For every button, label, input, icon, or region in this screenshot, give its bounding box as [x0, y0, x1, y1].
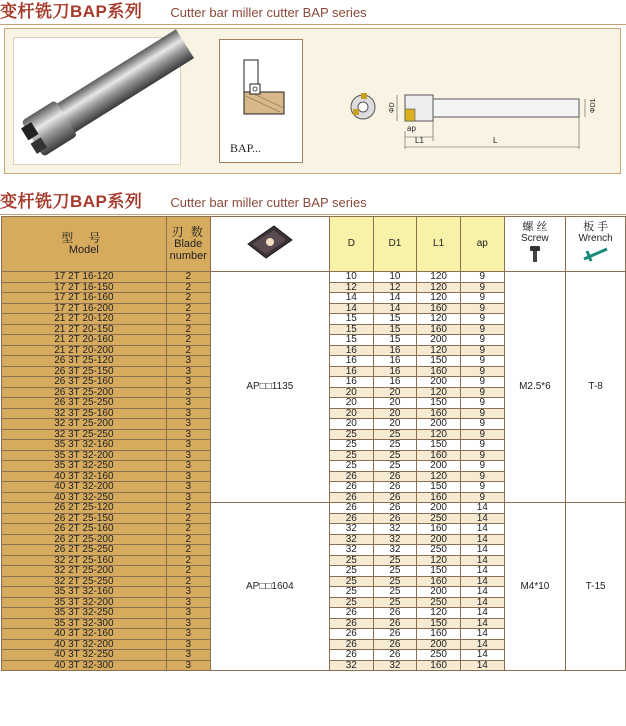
cell-model: 26 2T 25-160	[2, 524, 167, 535]
cell-model: 21 2T 20-150	[2, 324, 167, 335]
cell-ap: 14	[460, 618, 504, 629]
cell-D1: 32	[373, 545, 417, 556]
cell-D1: 26	[373, 492, 417, 503]
cell-blade-number: 3	[166, 377, 210, 388]
cell-ap: 14	[460, 608, 504, 619]
cell-model: 17 2T 16-120	[2, 272, 167, 283]
cutter-photo	[13, 37, 181, 165]
cell-D: 32	[330, 524, 374, 535]
cell-ap: 14	[460, 513, 504, 524]
cell-L1: 160	[417, 660, 461, 671]
cell-D1: 26	[373, 482, 417, 493]
cell-D: 25	[330, 555, 374, 566]
cell-ap: 9	[460, 440, 504, 451]
cell-L1: 160	[417, 524, 461, 535]
cell-ap: 9	[460, 335, 504, 346]
cell-blade-number: 2	[166, 524, 210, 535]
cell-D1: 32	[373, 660, 417, 671]
cell-D1: 26	[373, 618, 417, 629]
header-blade: 刃 数 Blade number	[166, 217, 210, 272]
cell-D1: 26	[373, 471, 417, 482]
cell-D: 16	[330, 377, 374, 388]
cell-blade-number: 2	[166, 503, 210, 514]
cell-D: 32	[330, 660, 374, 671]
cell-blade-number: 3	[166, 356, 210, 367]
cell-D1: 25	[373, 461, 417, 472]
cell-model: 26 3T 25-150	[2, 366, 167, 377]
cell-L1: 150	[417, 618, 461, 629]
cell-blade-number: 3	[166, 461, 210, 472]
cell-D: 26	[330, 471, 374, 482]
cell-L1: 120	[417, 471, 461, 482]
cell-blade-number: 3	[166, 597, 210, 608]
cell-D1: 26	[373, 629, 417, 640]
cell-blade-number: 3	[166, 387, 210, 398]
cutter-bar-icon	[14, 38, 180, 164]
cell-L1: 200	[417, 461, 461, 472]
cell-ap: 14	[460, 639, 504, 650]
cell-ap: 9	[460, 419, 504, 430]
cell-D1: 25	[373, 450, 417, 461]
section-title-table	[0, 190, 626, 212]
cell-model: 26 2T 25-120	[2, 503, 167, 514]
cell-L1: 200	[417, 639, 461, 650]
cell-blade-number: 3	[166, 639, 210, 650]
cell-L1: 160	[417, 408, 461, 419]
cell-D: 25	[330, 597, 374, 608]
tool-drawing-icon	[345, 79, 595, 159]
title-cn: 变杆铣刀BAP系列	[0, 2, 143, 21]
cell-D: 26	[330, 513, 374, 524]
cell-blade-number: 2	[166, 534, 210, 545]
cell-ap: 9	[460, 282, 504, 293]
cell-D1: 15	[373, 314, 417, 325]
cell-blade-number: 2	[166, 513, 210, 524]
cell-D: 25	[330, 566, 374, 577]
cell-screw: M2.5*6	[504, 272, 566, 503]
cell-D1: 20	[373, 408, 417, 419]
cell-D: 15	[330, 335, 374, 346]
cell-D1: 26	[373, 608, 417, 619]
screw-icon	[528, 245, 542, 263]
cell-D1: 15	[373, 335, 417, 346]
label-D1: ΦD1	[590, 98, 597, 113]
cell-blade-number: 3	[166, 587, 210, 598]
cell-model: 17 2T 16-160	[2, 293, 167, 304]
cell-model: 26 2T 25-250	[2, 545, 167, 556]
cell-D: 15	[330, 314, 374, 325]
section-title-top	[0, 0, 626, 22]
cell-ap: 14	[460, 503, 504, 514]
cell-blade-number: 3	[166, 450, 210, 461]
cell-L1: 160	[417, 450, 461, 461]
cell-D1: 16	[373, 356, 417, 367]
cell-ap: 9	[460, 303, 504, 314]
cell-model: 35 3T 32-250	[2, 608, 167, 619]
cell-model: 40 3T 32-160	[2, 471, 167, 482]
cell-L1: 200	[417, 335, 461, 346]
cell-model: 26 3T 25-200	[2, 387, 167, 398]
cell-model: 35 3T 32-160	[2, 587, 167, 598]
cell-D1: 26	[373, 639, 417, 650]
cell-D: 26	[330, 492, 374, 503]
cell-D: 20	[330, 419, 374, 430]
cell-ap: 14	[460, 524, 504, 535]
title-rule	[0, 24, 626, 25]
cell-model: 32 3T 25-160	[2, 408, 167, 419]
cell-ap: 9	[460, 429, 504, 440]
cell-L1: 120	[417, 555, 461, 566]
cell-model: 35 3T 32-160	[2, 440, 167, 451]
cell-screw: M4*10	[504, 503, 566, 671]
cell-model: 26 3T 25-120	[2, 356, 167, 367]
cell-ap: 9	[460, 482, 504, 493]
cell-D: 14	[330, 303, 374, 314]
header-D1: D1	[373, 217, 417, 272]
cell-D1: 20	[373, 398, 417, 409]
cell-model: 40 3T 32-250	[2, 492, 167, 503]
cell-model: 35 3T 32-300	[2, 618, 167, 629]
cell-model: 40 3T 32-200	[2, 482, 167, 493]
cell-ap: 14	[460, 545, 504, 556]
insert-diagram-icon	[220, 40, 302, 140]
cell-D1: 14	[373, 303, 417, 314]
cell-blade-number: 2	[166, 303, 210, 314]
cell-ap: 14	[460, 555, 504, 566]
cell-D: 26	[330, 629, 374, 640]
cell-model: 21 2T 20-160	[2, 335, 167, 346]
cell-L1: 160	[417, 324, 461, 335]
cell-D1: 16	[373, 377, 417, 388]
cell-model: 26 2T 25-150	[2, 513, 167, 524]
cell-model: 17 2T 16-200	[2, 303, 167, 314]
cell-D1: 14	[373, 293, 417, 304]
cell-model: 32 3T 25-200	[2, 419, 167, 430]
cell-ap: 9	[460, 377, 504, 388]
cell-blade-number: 2	[166, 314, 210, 325]
cell-D1: 25	[373, 566, 417, 577]
cell-L1: 250	[417, 650, 461, 661]
cell-model: 35 3T 32-250	[2, 461, 167, 472]
cell-model: 21 2T 20-120	[2, 314, 167, 325]
cell-D: 25	[330, 576, 374, 587]
cell-ap: 14	[460, 660, 504, 671]
cell-D: 25	[330, 440, 374, 451]
cell-D1: 32	[373, 524, 417, 535]
title2-rule	[0, 214, 626, 215]
cell-blade-number: 2	[166, 293, 210, 304]
cell-L1: 150	[417, 482, 461, 493]
cell-wrench: T-8	[566, 272, 626, 503]
title2-en: Cutter bar miller cutter BAP series	[170, 195, 367, 210]
cell-blade-number: 2	[166, 282, 210, 293]
cell-ap: 9	[460, 345, 504, 356]
wrench-icon	[581, 245, 611, 263]
cell-blade-number: 3	[166, 440, 210, 451]
cell-blade-number: 2	[166, 272, 210, 283]
cell-ap: 14	[460, 566, 504, 577]
cell-model: 26 3T 25-250	[2, 398, 167, 409]
insert-diagram	[219, 39, 303, 163]
product-image-panel	[4, 28, 621, 174]
cell-D: 26	[330, 608, 374, 619]
cell-blade-number: 2	[166, 345, 210, 356]
cell-D: 26	[330, 639, 374, 650]
cell-ap: 9	[460, 356, 504, 367]
cell-D: 16	[330, 366, 374, 377]
cell-ap: 9	[460, 293, 504, 304]
cell-D: 25	[330, 450, 374, 461]
cell-ap: 9	[460, 471, 504, 482]
cell-D1: 25	[373, 587, 417, 598]
header-D: D	[330, 217, 374, 272]
cell-ap: 9	[460, 366, 504, 377]
cell-L1: 120	[417, 429, 461, 440]
cell-wrench: T-15	[566, 503, 626, 671]
cell-L1: 150	[417, 440, 461, 451]
cell-insert: AP□□1604	[210, 503, 329, 671]
cell-blade-number: 3	[166, 419, 210, 430]
cell-blade-number: 3	[166, 408, 210, 419]
cell-ap: 9	[460, 314, 504, 325]
cell-blade-number: 2	[166, 566, 210, 577]
cell-ap: 14	[460, 576, 504, 587]
cell-D1: 26	[373, 513, 417, 524]
cell-L1: 120	[417, 345, 461, 356]
insert-icon	[240, 222, 300, 262]
cell-L1: 120	[417, 282, 461, 293]
cell-D: 12	[330, 282, 374, 293]
cell-L1: 200	[417, 587, 461, 598]
cell-ap: 9	[460, 398, 504, 409]
cell-L1: 250	[417, 513, 461, 524]
cell-model: 40 3T 32-250	[2, 650, 167, 661]
cell-ap: 14	[460, 587, 504, 598]
cell-blade-number: 3	[166, 366, 210, 377]
cell-ap: 9	[460, 461, 504, 472]
cell-D: 32	[330, 545, 374, 556]
cell-ap: 9	[460, 324, 504, 335]
cell-blade-number: 2	[166, 555, 210, 566]
title2-cn: 变杆铣刀BAP系列	[0, 192, 143, 211]
cell-blade-number: 2	[166, 576, 210, 587]
cell-D1: 16	[373, 345, 417, 356]
cell-L1: 160	[417, 492, 461, 503]
cell-D: 25	[330, 461, 374, 472]
header-model: 型 号 Model	[2, 217, 167, 272]
cell-D1: 20	[373, 387, 417, 398]
cell-D: 25	[330, 429, 374, 440]
cell-L1: 120	[417, 387, 461, 398]
header-insert	[210, 217, 329, 272]
cell-model: 40 3T 32-160	[2, 629, 167, 640]
cell-ap: 9	[460, 408, 504, 419]
cell-D1: 25	[373, 555, 417, 566]
header-L1: L1	[417, 217, 461, 272]
cell-model: 32 3T 25-250	[2, 429, 167, 440]
cell-L1: 120	[417, 293, 461, 304]
cell-ap: 14	[460, 597, 504, 608]
cell-D: 26	[330, 503, 374, 514]
cell-L1: 160	[417, 576, 461, 587]
cell-ap: 14	[460, 650, 504, 661]
cell-L1: 150	[417, 398, 461, 409]
cell-blade-number: 3	[166, 429, 210, 440]
cell-D: 10	[330, 272, 374, 283]
cell-ap: 14	[460, 534, 504, 545]
cell-blade-number: 3	[166, 482, 210, 493]
cell-blade-number: 2	[166, 335, 210, 346]
cell-model: 32 2T 25-250	[2, 576, 167, 587]
cell-L1: 160	[417, 303, 461, 314]
cell-L1: 160	[417, 629, 461, 640]
label-L: L	[493, 136, 498, 145]
cell-ap: 9	[460, 387, 504, 398]
cell-blade-number: 3	[166, 629, 210, 640]
cell-model: 35 3T 32-200	[2, 450, 167, 461]
cell-blade-number: 3	[166, 608, 210, 619]
table-row	[2, 272, 626, 283]
cell-D1: 25	[373, 576, 417, 587]
header-wrench: 板 手 Wrench	[566, 217, 626, 272]
cell-L1: 150	[417, 356, 461, 367]
cell-blade-number: 3	[166, 471, 210, 482]
cell-blade-number: 3	[166, 650, 210, 661]
label-D: ΦD	[389, 102, 396, 113]
cell-L1: 200	[417, 419, 461, 430]
cell-D: 26	[330, 650, 374, 661]
dimension-drawing	[345, 79, 595, 159]
cell-D: 14	[330, 293, 374, 304]
cell-L1: 200	[417, 534, 461, 545]
cell-model: 40 3T 32-200	[2, 639, 167, 650]
spec-table	[1, 216, 626, 671]
diagram-label: BAP...	[230, 141, 262, 155]
cell-L1: 120	[417, 608, 461, 619]
cell-D: 26	[330, 618, 374, 629]
cell-L1: 120	[417, 314, 461, 325]
cell-blade-number: 3	[166, 618, 210, 629]
cell-model: 32 2T 25-200	[2, 566, 167, 577]
cell-blade-number: 3	[166, 660, 210, 671]
cell-insert: AP□□1135	[210, 272, 329, 503]
cell-blade-number: 2	[166, 324, 210, 335]
cell-L1: 160	[417, 366, 461, 377]
cell-D: 20	[330, 408, 374, 419]
header-row	[2, 217, 626, 272]
cell-L1: 200	[417, 503, 461, 514]
cell-D1: 12	[373, 282, 417, 293]
cell-D: 16	[330, 345, 374, 356]
cell-blade-number: 3	[166, 492, 210, 503]
cell-D1: 20	[373, 419, 417, 430]
cell-ap: 9	[460, 450, 504, 461]
cell-L1: 250	[417, 545, 461, 556]
cell-D1: 25	[373, 429, 417, 440]
cell-L1: 120	[417, 272, 461, 283]
cell-model: 32 2T 25-160	[2, 555, 167, 566]
cell-D1: 16	[373, 366, 417, 377]
cell-D1: 25	[373, 597, 417, 608]
cell-model: 26 3T 25-160	[2, 377, 167, 388]
cell-model: 26 2T 25-200	[2, 534, 167, 545]
cell-L1: 200	[417, 377, 461, 388]
cell-L1: 150	[417, 566, 461, 577]
cell-D1: 25	[373, 440, 417, 451]
cell-D: 20	[330, 398, 374, 409]
cell-D: 26	[330, 482, 374, 493]
cell-D: 25	[330, 587, 374, 598]
cell-D: 20	[330, 387, 374, 398]
cell-ap: 9	[460, 272, 504, 283]
cell-model: 35 3T 32-200	[2, 597, 167, 608]
cell-ap: 9	[460, 492, 504, 503]
label-ap: ap	[407, 124, 416, 133]
cell-ap: 14	[460, 629, 504, 640]
cell-D1: 15	[373, 324, 417, 335]
cell-D1: 10	[373, 272, 417, 283]
table-row	[2, 503, 626, 514]
label-L1: L1	[415, 136, 424, 145]
cell-blade-number: 3	[166, 398, 210, 409]
cell-D1: 32	[373, 534, 417, 545]
cell-D: 16	[330, 356, 374, 367]
cell-D: 32	[330, 534, 374, 545]
cell-L1: 250	[417, 597, 461, 608]
cell-blade-number: 2	[166, 545, 210, 556]
header-screw: 螺 丝 Screw	[504, 217, 566, 272]
cell-D1: 26	[373, 503, 417, 514]
cell-model: 21 2T 20-200	[2, 345, 167, 356]
cell-model: 40 3T 32-300	[2, 660, 167, 671]
cell-D: 15	[330, 324, 374, 335]
header-ap: ap	[460, 217, 504, 272]
title-en: Cutter bar miller cutter BAP series	[170, 5, 367, 20]
cell-D1: 26	[373, 650, 417, 661]
cell-model: 17 2T 16-150	[2, 282, 167, 293]
